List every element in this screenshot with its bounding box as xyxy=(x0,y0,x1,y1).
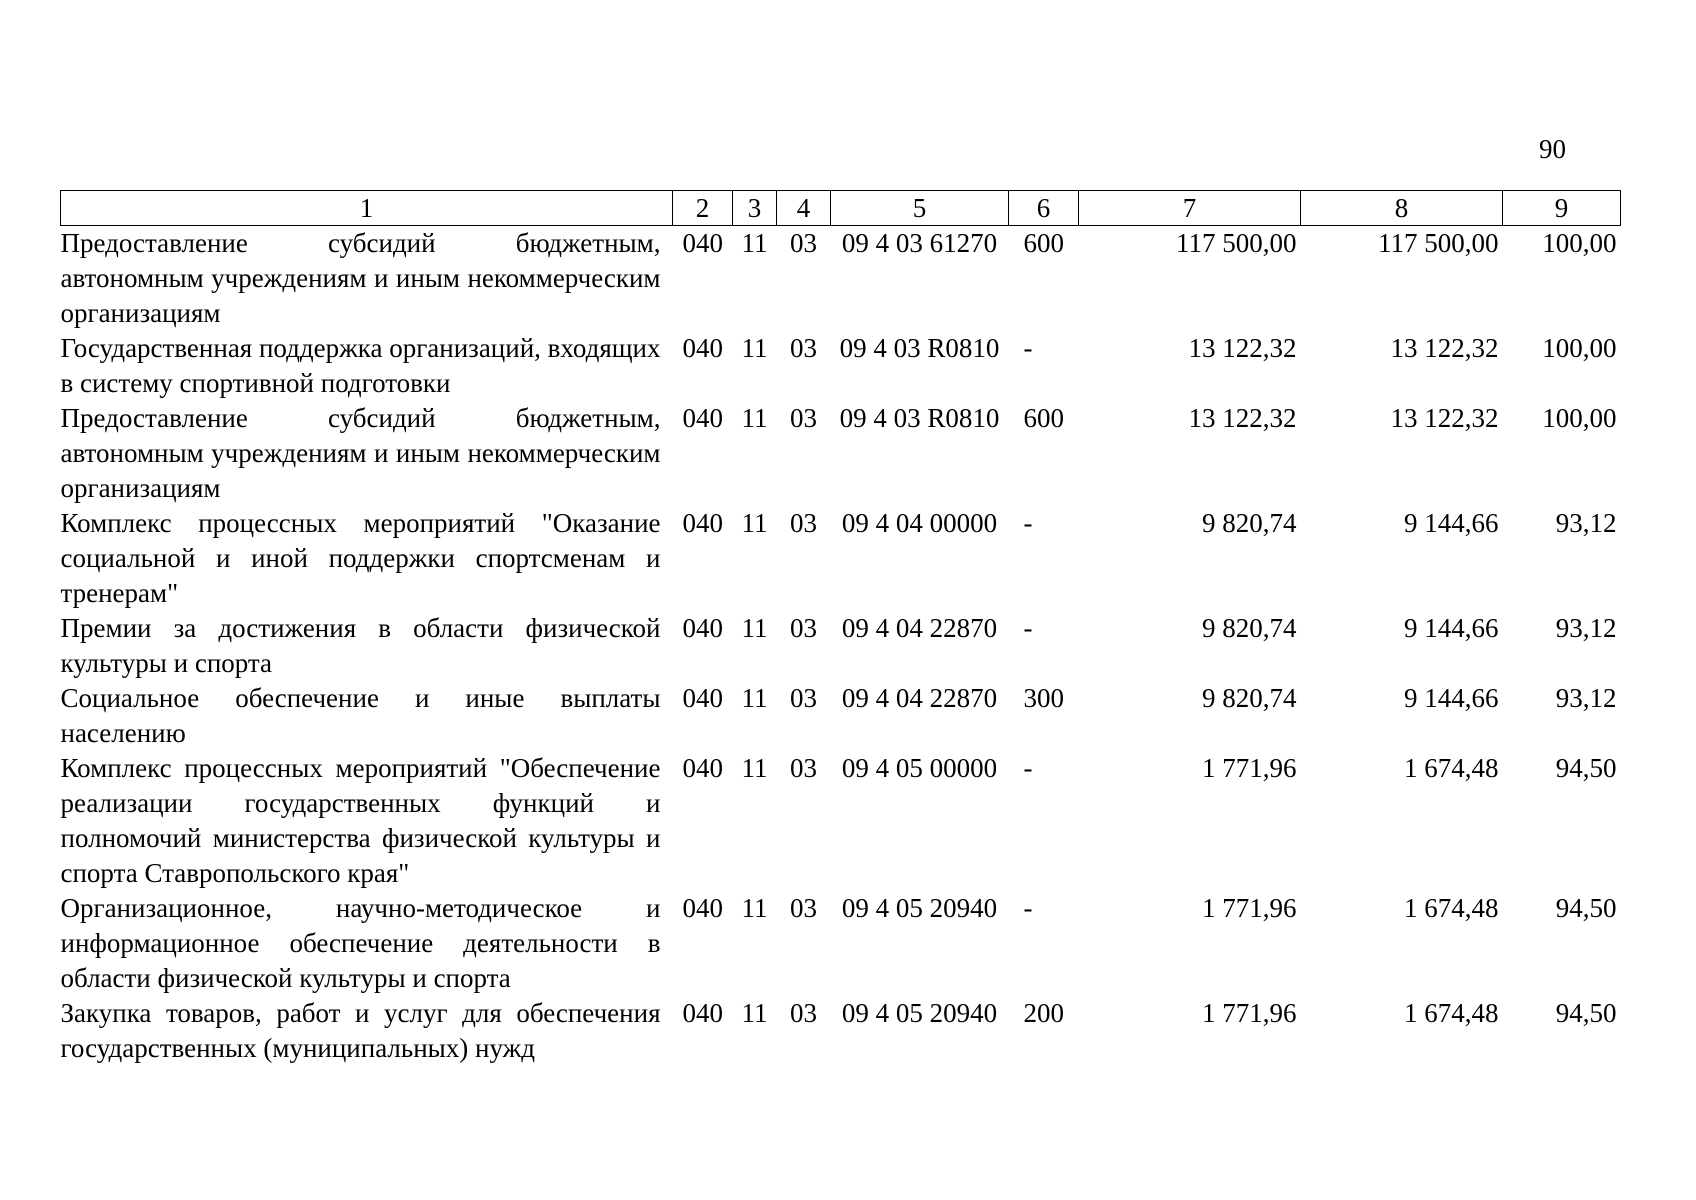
header-col-5: 5 xyxy=(831,191,1009,226)
row-vr: - xyxy=(1023,613,1033,643)
row-name: Организационное, научно-методическое и информационное обеспечение деятельности в области физической культуры и спорта xyxy=(60,893,661,993)
row-rz: 11 xyxy=(741,403,768,433)
header-col-1: 1 xyxy=(61,191,673,226)
row-plan: 13 122,32 xyxy=(1188,333,1297,363)
table-row xyxy=(61,226,1621,332)
row-percent: 93,12 xyxy=(1555,508,1617,538)
row-percent: 100,00 xyxy=(1542,228,1617,258)
row-vr: 600 xyxy=(1023,228,1064,258)
table-row xyxy=(61,401,1621,506)
row-pr: 03 xyxy=(790,333,817,363)
row-pr: 03 xyxy=(790,403,817,433)
row-percent: 93,12 xyxy=(1555,613,1617,643)
table-row xyxy=(61,996,1621,1066)
row-ved: 040 xyxy=(682,613,723,643)
row-fact: 13 122,32 xyxy=(1390,333,1499,363)
row-fact: 9 144,66 xyxy=(1404,613,1499,643)
header-col-7: 7 xyxy=(1079,191,1301,226)
row-ved: 040 xyxy=(682,333,723,363)
row-csr: 09 4 04 22870 xyxy=(841,683,998,713)
row-name: Комплекс процессных мероприятий "Оказание социальной и иной поддержки спортсменам и тренерам" xyxy=(60,508,661,608)
row-ved: 040 xyxy=(682,508,723,538)
row-pr: 03 xyxy=(790,613,817,643)
row-pr: 03 xyxy=(790,683,817,713)
row-fact: 1 674,48 xyxy=(1404,998,1499,1028)
row-fact: 9 144,66 xyxy=(1404,683,1499,713)
row-csr: 09 4 03 R0810 xyxy=(839,403,1000,433)
row-fact: 1 674,48 xyxy=(1404,893,1499,923)
row-plan: 9 820,74 xyxy=(1202,613,1297,643)
row-rz: 11 xyxy=(741,333,768,363)
row-vr: - xyxy=(1023,333,1033,363)
row-vr: 300 xyxy=(1023,683,1064,713)
row-percent: 100,00 xyxy=(1542,333,1617,363)
table-row xyxy=(61,611,1621,681)
row-csr: 09 4 05 20940 xyxy=(841,998,998,1028)
table-row xyxy=(61,506,1621,611)
row-rz: 11 xyxy=(741,893,768,923)
table-header-row xyxy=(61,191,1621,226)
row-percent: 93,12 xyxy=(1555,683,1617,713)
row-csr: 09 4 05 00000 xyxy=(841,753,998,783)
row-vr: - xyxy=(1023,893,1033,923)
row-csr: 09 4 04 22870 xyxy=(841,613,998,643)
row-pr: 03 xyxy=(790,893,817,923)
row-pr: 03 xyxy=(790,998,817,1028)
row-fact: 117 500,00 xyxy=(1378,228,1499,258)
row-name: Комплекс процессных мероприятий "Обеспечение реализации государственных функций и полномочий министерства физической культуры и спорта Ставропольского края" xyxy=(60,753,661,888)
row-rz: 11 xyxy=(741,228,768,258)
row-vr: 200 xyxy=(1023,998,1064,1028)
header-col-4: 4 xyxy=(777,191,831,226)
row-rz: 11 xyxy=(741,508,768,538)
row-pr: 03 xyxy=(790,508,817,538)
row-vr: 600 xyxy=(1023,403,1064,433)
row-rz: 11 xyxy=(741,683,768,713)
table-row xyxy=(61,891,1621,996)
row-vr: - xyxy=(1023,753,1033,783)
header-col-3: 3 xyxy=(733,191,777,226)
row-ved: 040 xyxy=(682,228,723,258)
row-fact: 13 122,32 xyxy=(1390,403,1499,433)
row-fact: 1 674,48 xyxy=(1404,753,1499,783)
row-ved: 040 xyxy=(682,893,723,923)
row-csr: 09 4 05 20940 xyxy=(841,893,998,923)
row-ved: 040 xyxy=(682,753,723,783)
row-plan: 117 500,00 xyxy=(1176,228,1297,258)
row-plan: 9 820,74 xyxy=(1202,683,1297,713)
header-col-2: 2 xyxy=(673,191,733,226)
header-col-9: 9 xyxy=(1503,191,1621,226)
row-name: Закупка товаров, работ и услуг для обеспечения государственных (муниципальных) нужд xyxy=(60,998,661,1063)
row-ved: 040 xyxy=(682,683,723,713)
row-pr: 03 xyxy=(790,753,817,783)
row-ved: 040 xyxy=(682,998,723,1028)
row-percent: 100,00 xyxy=(1542,403,1617,433)
row-vr: - xyxy=(1023,508,1033,538)
row-percent: 94,50 xyxy=(1555,753,1617,783)
row-percent: 94,50 xyxy=(1555,998,1617,1028)
row-rz: 11 xyxy=(741,753,768,783)
row-plan: 1 771,96 xyxy=(1202,753,1297,783)
row-plan: 1 771,96 xyxy=(1202,893,1297,923)
row-csr: 09 4 03 R0810 xyxy=(839,333,1000,363)
table-row xyxy=(61,331,1621,401)
row-percent: 94,50 xyxy=(1555,893,1617,923)
row-csr: 09 4 03 61270 xyxy=(841,228,998,258)
row-plan: 13 122,32 xyxy=(1188,403,1297,433)
row-pr: 03 xyxy=(790,228,817,258)
header-col-8: 8 xyxy=(1301,191,1503,226)
row-csr: 09 4 04 00000 xyxy=(841,508,998,538)
header-col-6: 6 xyxy=(1009,191,1079,226)
table-row xyxy=(61,751,1621,891)
row-rz: 11 xyxy=(741,613,768,643)
row-name: Премии за достижения в области физической культуры и спорта xyxy=(60,613,661,678)
budget-table xyxy=(60,190,1621,1066)
row-plan: 9 820,74 xyxy=(1202,508,1297,538)
row-fact: 9 144,66 xyxy=(1404,508,1499,538)
row-name: Предоставление субсидий бюджетным, автономным учреждениям и иным некоммерческим организациям xyxy=(60,228,661,328)
row-name: Государственная поддержка организаций, входящих в систему спортивной подготовки xyxy=(60,333,661,398)
row-rz: 11 xyxy=(741,998,768,1028)
row-name: Предоставление субсидий бюджетным, автономным учреждениям и иным некоммерческим организациям xyxy=(60,403,661,503)
row-plan: 1 771,96 xyxy=(1202,998,1297,1028)
table-row xyxy=(61,681,1621,751)
row-name: Социальное обеспечение и иные выплаты населению xyxy=(60,683,661,748)
page-number: 90 xyxy=(1539,134,1566,164)
row-ved: 040 xyxy=(682,403,723,433)
